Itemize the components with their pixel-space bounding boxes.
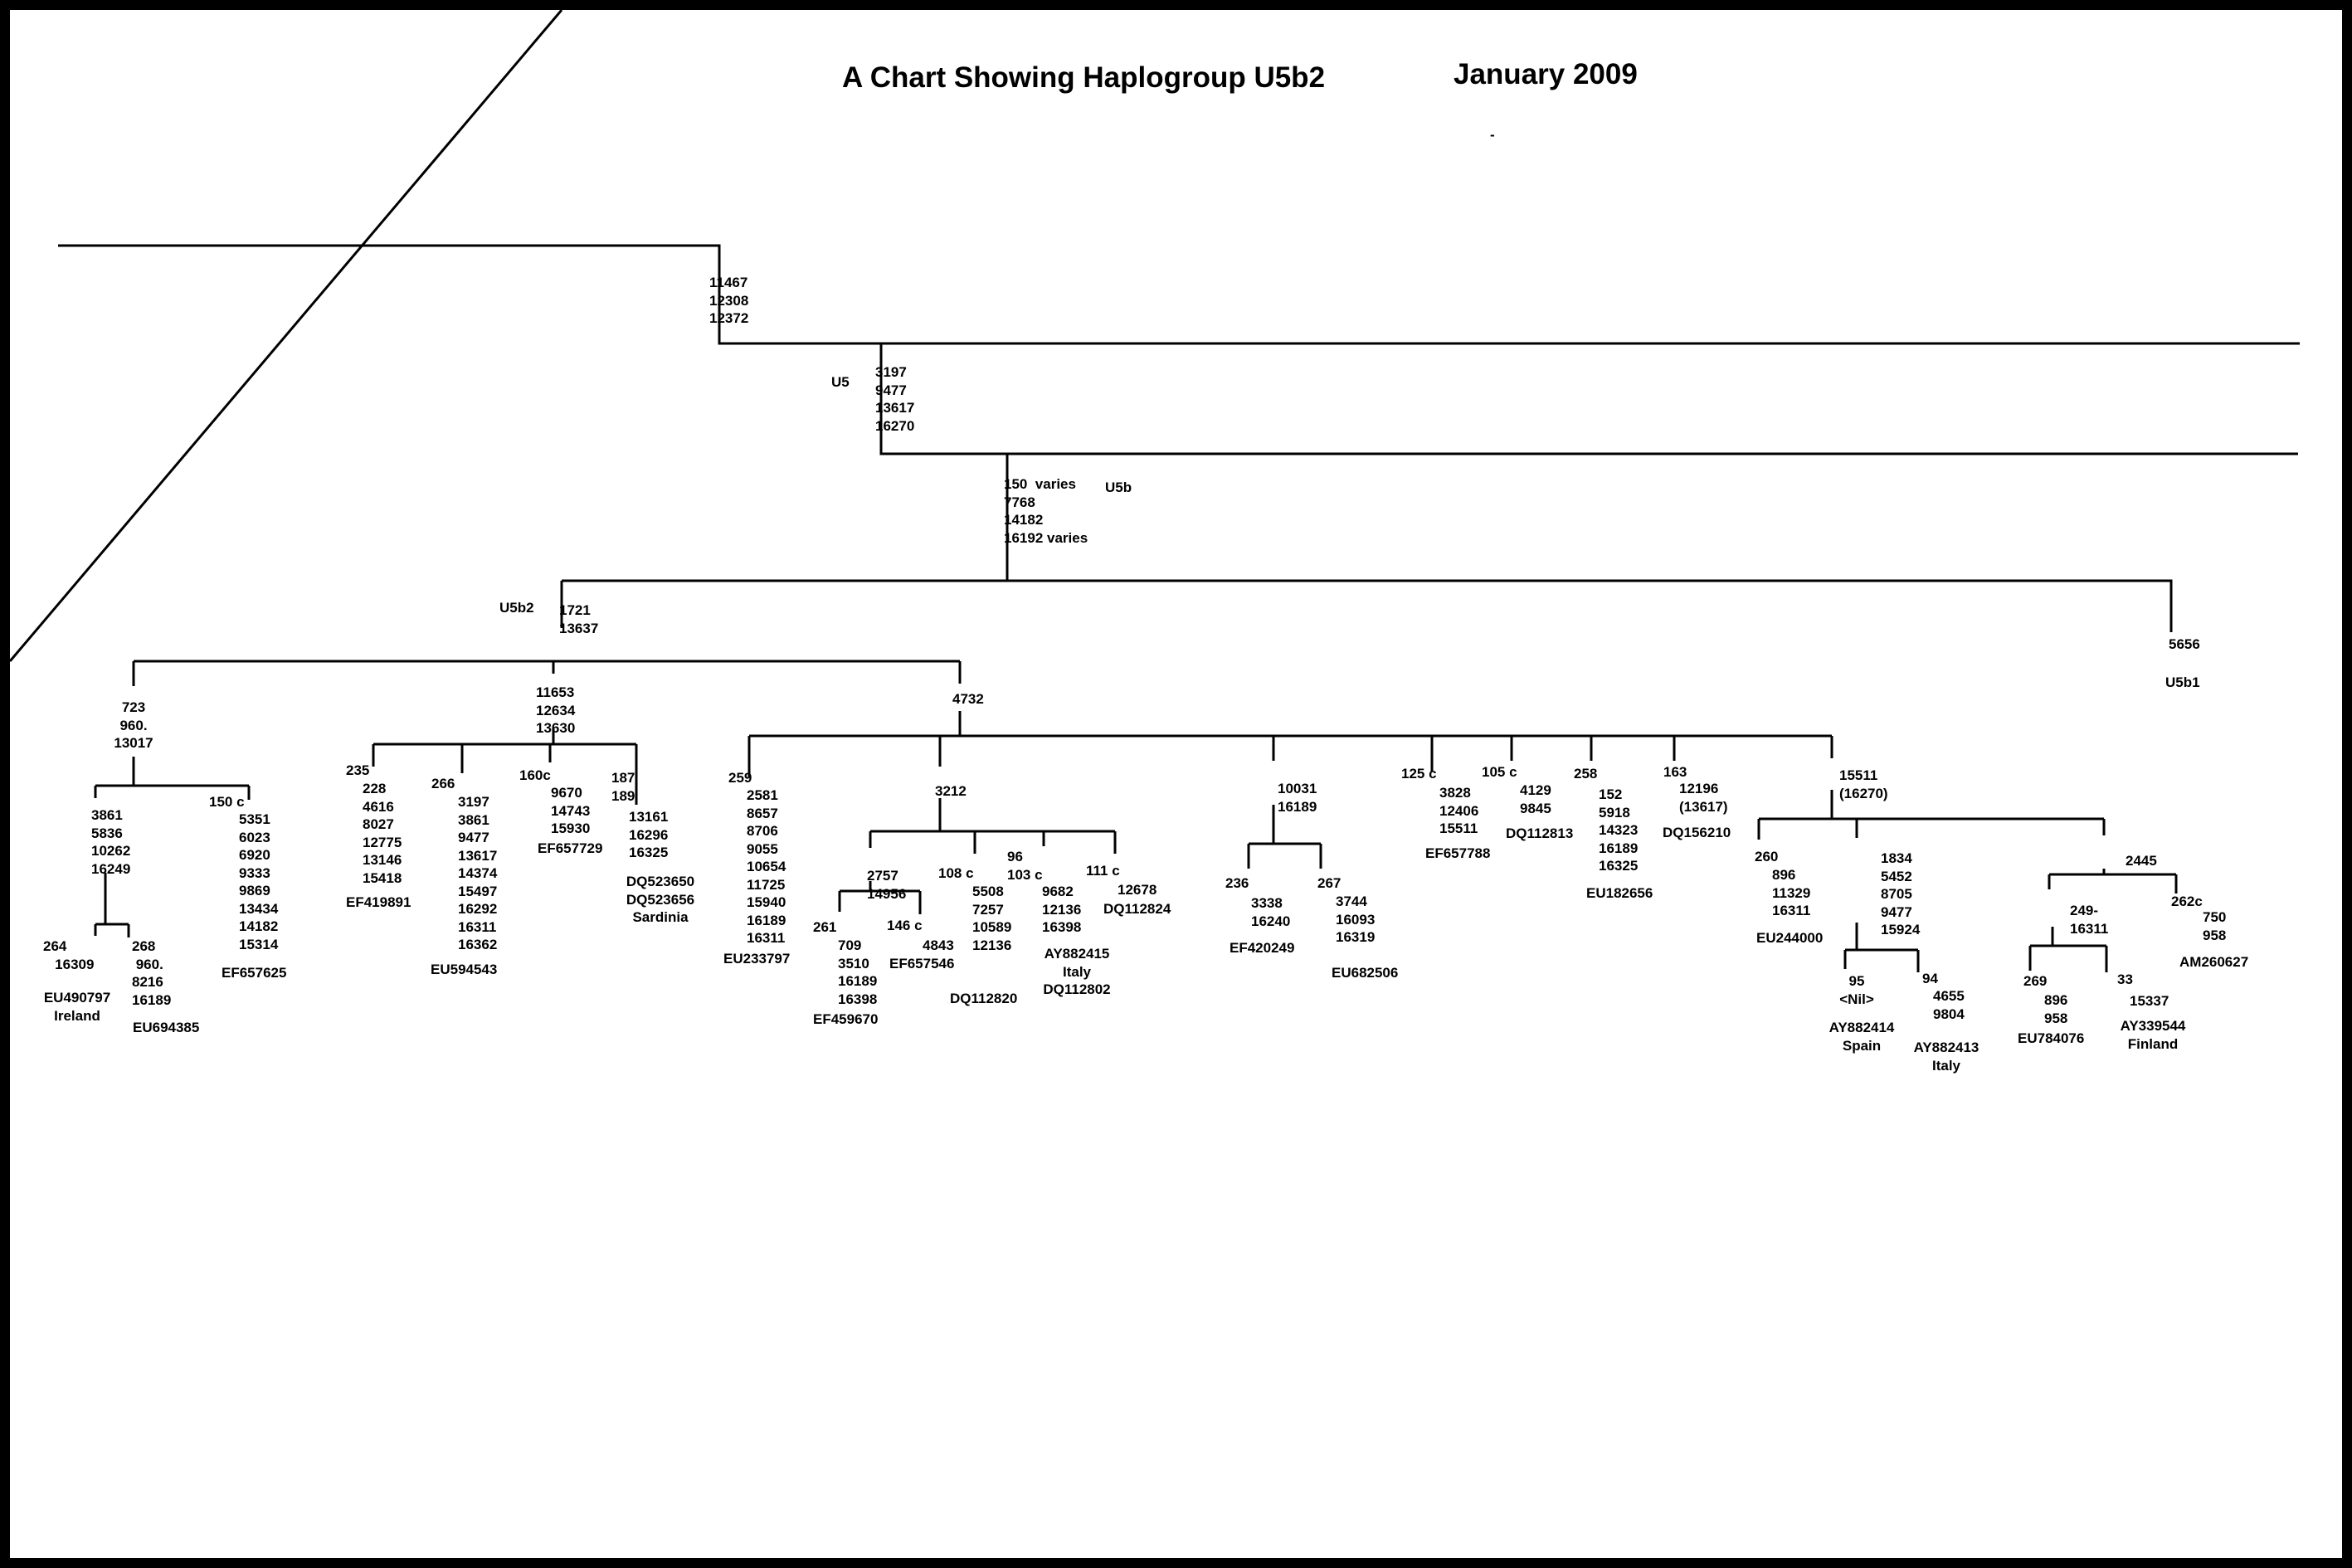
node-u5b: 150 varies 7768 14182 16192 varies [1004,476,1088,546]
node-33: 33 [2117,971,2133,987]
node-160c-list: 9670 14743 15930 [551,785,591,836]
chart-frame [10,10,2342,1558]
node-269: 269 [2023,973,2048,989]
node-4732: 4732 [952,691,984,707]
accession-ay882415: AY882415 Italy DQ112802 [1043,946,1111,997]
accession-ef657729: EF657729 [538,840,603,856]
accession-ef419891: EF419891 [346,894,411,910]
node-258: 258 [1574,766,1598,782]
node-111c: 111 c [1086,863,1120,879]
accession-dq523650: DQ523650 DQ523656 Sardinia [626,874,695,925]
accession-ef657788: EF657788 [1425,845,1491,861]
node-11653: 11653 12634 13630 [536,684,576,736]
node-267-list: 3744 16093 16319 [1336,894,1376,945]
node-258-list: 152 5918 14323 16189 16325 [1599,786,1639,874]
node-187-list: 13161 16296 16325 [629,809,669,860]
node-261-list: 709 3510 16189 16398 [838,937,878,1007]
node-108c: 108 c [938,865,974,881]
accession-eu233797: EU233797 [723,951,791,967]
node-3212: 3212 [935,783,967,799]
node-33-list: 15337 [2130,993,2169,1009]
node-u5b1: 5656 [2169,636,2200,652]
accession-ay339544: AY339544 Finland [2120,1018,2186,1052]
chart-date: January 2009 [1454,58,1638,90]
node-2445: 2445 [2126,853,2157,869]
node-108c-list: 5508 7257 10589 12136 [972,884,1012,953]
n11653-branch-lines [373,728,636,805]
accession-ay882414: AY882414 Spain [1829,1020,1895,1054]
node-269-list: 896 958 [2044,992,2068,1026]
node-236-list: 3338 16240 [1251,895,1291,929]
node-105c: 105 c [1482,764,1517,780]
node-160c: 160c [519,767,551,783]
node-96-list: 9682 12136 16398 [1042,884,1082,935]
node-723: 723 960. 13017 [114,699,153,751]
node-12678: 12678 [1118,882,1157,898]
stray-mark: - [1490,127,1495,143]
node-125c-list: 3828 12406 15511 [1439,785,1479,836]
accession-ef459670: EF459670 [813,1011,879,1027]
chart-title: A Chart Showing Haplogroup U5b2 [842,61,1326,94]
node-260-list: 896 11329 16311 [1772,867,1811,918]
node-264: 264 16309 [43,938,95,972]
accession-ef657546: EF657546 [889,956,955,971]
accession-eu490797: EU490797 Ireland [43,990,111,1024]
node-262c-list: 750 958 [2203,909,2227,943]
node-125c: 125 c [1401,766,1437,782]
node-266-list: 3197 3861 9477 13617 14374 15497 16292 16311 16362 [458,794,498,952]
node-235: 235 [346,762,370,778]
node-94-list: 4655 9804 [1933,988,1965,1022]
node-260: 260 [1755,849,1779,864]
accession-ef420249: EF420249 [1230,940,1295,956]
node-259-list: 2581 8657 8706 9055 10654 11725 15940 16189 16311 [747,787,786,946]
node-4843: 4843 [923,937,954,953]
accession-dq112813: DQ112813 [1506,825,1574,841]
node-u5b2: 1721 13637 [559,602,599,636]
node-3861: 3861 5836 10262 16249 [91,807,131,877]
accession-eu694385: EU694385 [133,1020,200,1035]
tree-lines [10,10,2342,1558]
accession-am260627: AM260627 [2179,954,2249,970]
node-95: 95 <Nil> [1839,973,1874,1007]
trunk-lines [10,10,2300,661]
accession-ef657625: EF657625 [222,965,287,981]
node-150c-list: 5351 6023 6920 9333 9869 13434 14182 15314 [239,811,279,952]
accession-dq112824: DQ112824 [1103,901,1171,917]
node-10031: 10031 16189 [1278,781,1317,815]
node-96: 96 103 c [1007,849,1043,883]
node-u5: 3197 9477 13617 16270 [875,364,915,434]
node-266: 266 [431,776,455,791]
label-u5: U5 [831,374,850,390]
node-105c-list: 4129 9845 [1520,782,1551,816]
label-u5b2: U5b2 [499,600,534,616]
node-267: 267 [1317,875,1342,891]
node-261: 261 [813,919,837,935]
node-94: 94 [1922,971,1938,986]
label-u5b: U5b [1105,480,1132,495]
node-235-list: 228 4616 8027 12775 13146 15418 [363,781,402,886]
accession-eu244000: EU244000 [1756,930,1824,946]
node-249: 249- 16311 [2070,903,2109,937]
node-146c: 146 c [887,918,923,933]
accession-eu182656: EU182656 [1586,885,1653,901]
node-2757: 2757 14956 [867,868,907,902]
label-u5b1: U5b1 [2165,674,2200,690]
node-163: 163 [1663,764,1687,780]
node-259: 259 [728,770,752,786]
node-root: 11467 12308 12372 [709,275,749,326]
accession-ay882413: AY882413 Italy [1913,1040,1979,1074]
node-1834: 1834 5452 8705 9477 15924 [1881,850,1921,937]
node-262c: 262c [2171,894,2203,909]
accession-dq112820: DQ112820 [950,991,1018,1006]
node-15511: 15511 (16270) [1839,767,1888,801]
node-236: 236 [1225,875,1249,891]
accession-eu784076: EU784076 [2018,1030,2085,1046]
accession-eu594543: EU594543 [431,962,498,977]
node-268: 268 960. 8216 16189 [132,938,172,1008]
accession-eu682506: EU682506 [1332,965,1399,981]
node-150c: 150 c [209,794,245,810]
accession-dq156210: DQ156210 [1663,825,1731,840]
node-163-list: 12196 (13617) [1679,781,1728,815]
node-187: 187 189 [611,770,635,804]
